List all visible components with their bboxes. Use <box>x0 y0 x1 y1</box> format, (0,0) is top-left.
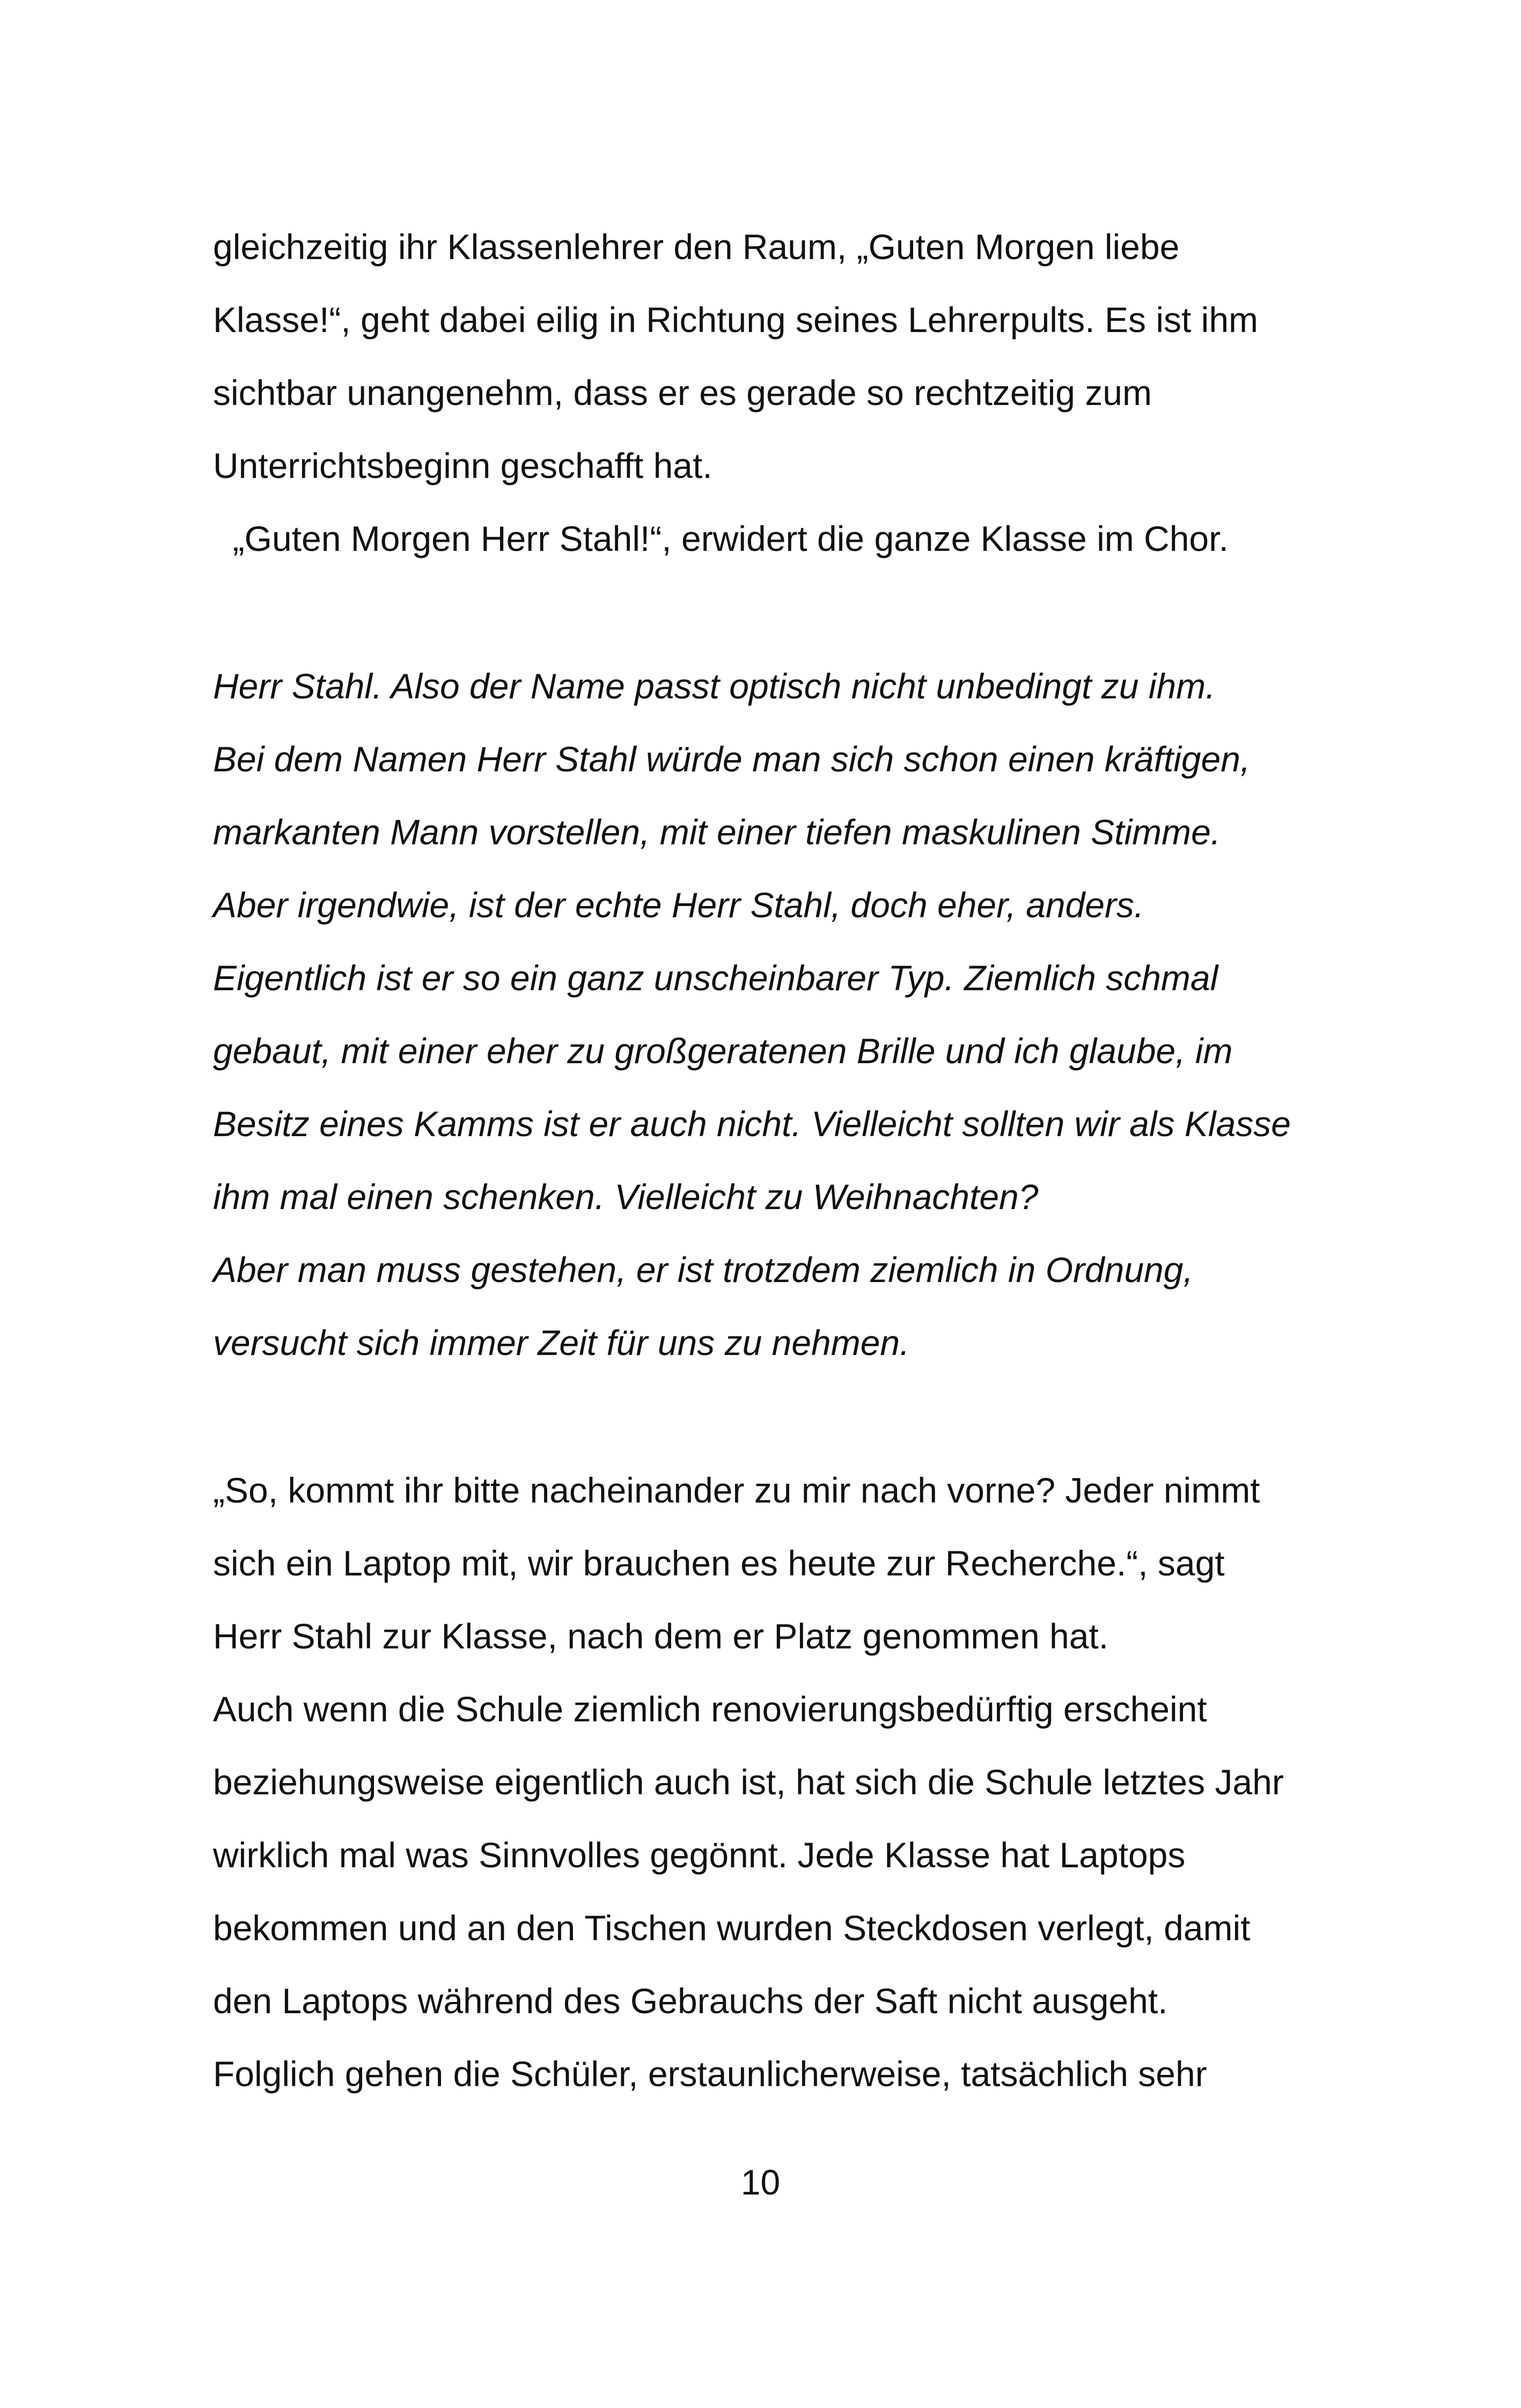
text-line: wirklich mal was Sinnvolles gegönnt. Jede Klasse hat Laptops <box>213 1835 1186 1875</box>
text-line: Auch wenn die Schule ziemlich renovierungsbedürftig erscheint <box>213 1689 1207 1729</box>
text-line: „So, kommt ihr bitte nacheinander zu mir nach vorne? Jeder nimmt <box>213 1470 1260 1510</box>
text-line: den Laptops während des Gebrauchs der Saft nicht ausgeht. <box>213 1981 1168 2021</box>
text-line: Aber irgendwie, ist der echte Herr Stahl, doch eher, anders. <box>213 885 1144 925</box>
paragraph-block-laptops <box>213 1454 1329 2110</box>
text-line: markanten Mann vorstellen, mit einer tiefen maskulinen Stimme. <box>213 812 1221 852</box>
text-line: Bei dem Namen Herr Stahl würde man sich schon einen kräftigen, <box>213 739 1251 779</box>
text-line: versucht sich immer Zeit für uns zu nehmen. <box>213 1323 910 1363</box>
text-line: Besitz eines Kamms ist er auch nicht. Vielleicht sollten wir als Klasse <box>213 1104 1291 1144</box>
text-line: gebaut, mit einer eher zu großgeratenen Brille und ich glaube, im <box>213 1031 1233 1071</box>
text-line: Herr Stahl zur Klasse, nach dem er Platz genommen hat. <box>213 1616 1109 1656</box>
text-line: Klasse!“, geht dabei eilig in Richtung seines Lehrerpults. Es ist ihm <box>213 300 1258 340</box>
text-line: bekommen und an den Tischen wurden Steckdosen verlegt, damit <box>213 1908 1251 1948</box>
text-line: beziehungsweise eigentlich auch ist, hat sich die Schule letztes Jahr <box>213 1762 1284 1802</box>
text-line: sich ein Laptop mit, wir brauchen es heute zur Recherche.“, sagt <box>213 1543 1225 1583</box>
text-line: sichtbar unangenehm, dass er es gerade so rechtzeitig zum <box>213 373 1152 413</box>
paragraph-block-italic-thoughts <box>213 650 1329 1379</box>
text-line: „Guten Morgen Herr Stahl!“, erwidert die ganze Klasse im Chor. <box>213 519 1229 558</box>
text-line: Aber man muss gestehen, er ist trotzdem ziemlich in Ordnung, <box>213 1250 1193 1290</box>
text-line: Herr Stahl. Also der Name passt optisch nicht unbedingt zu ihm. <box>213 666 1216 706</box>
text-line: Folglich gehen die Schüler, erstaunlicherweise, tatsächlich sehr <box>213 2054 1207 2094</box>
page-number: 10 <box>740 2162 781 2202</box>
text-line: gleichzeitig ihr Klassenlehrer den Raum, „Guten Morgen liebe <box>213 227 1180 267</box>
paragraph-block-intro <box>213 210 1329 575</box>
text-line: ihm mal einen schenken. Vielleicht zu Weihnachten? <box>213 1177 1039 1217</box>
text-line: Unterrichtsbeginn geschafft hat. <box>213 446 712 485</box>
text-line: Eigentlich ist er so ein ganz unscheinbarer Typ. Ziemlich schmal <box>213 958 1218 998</box>
